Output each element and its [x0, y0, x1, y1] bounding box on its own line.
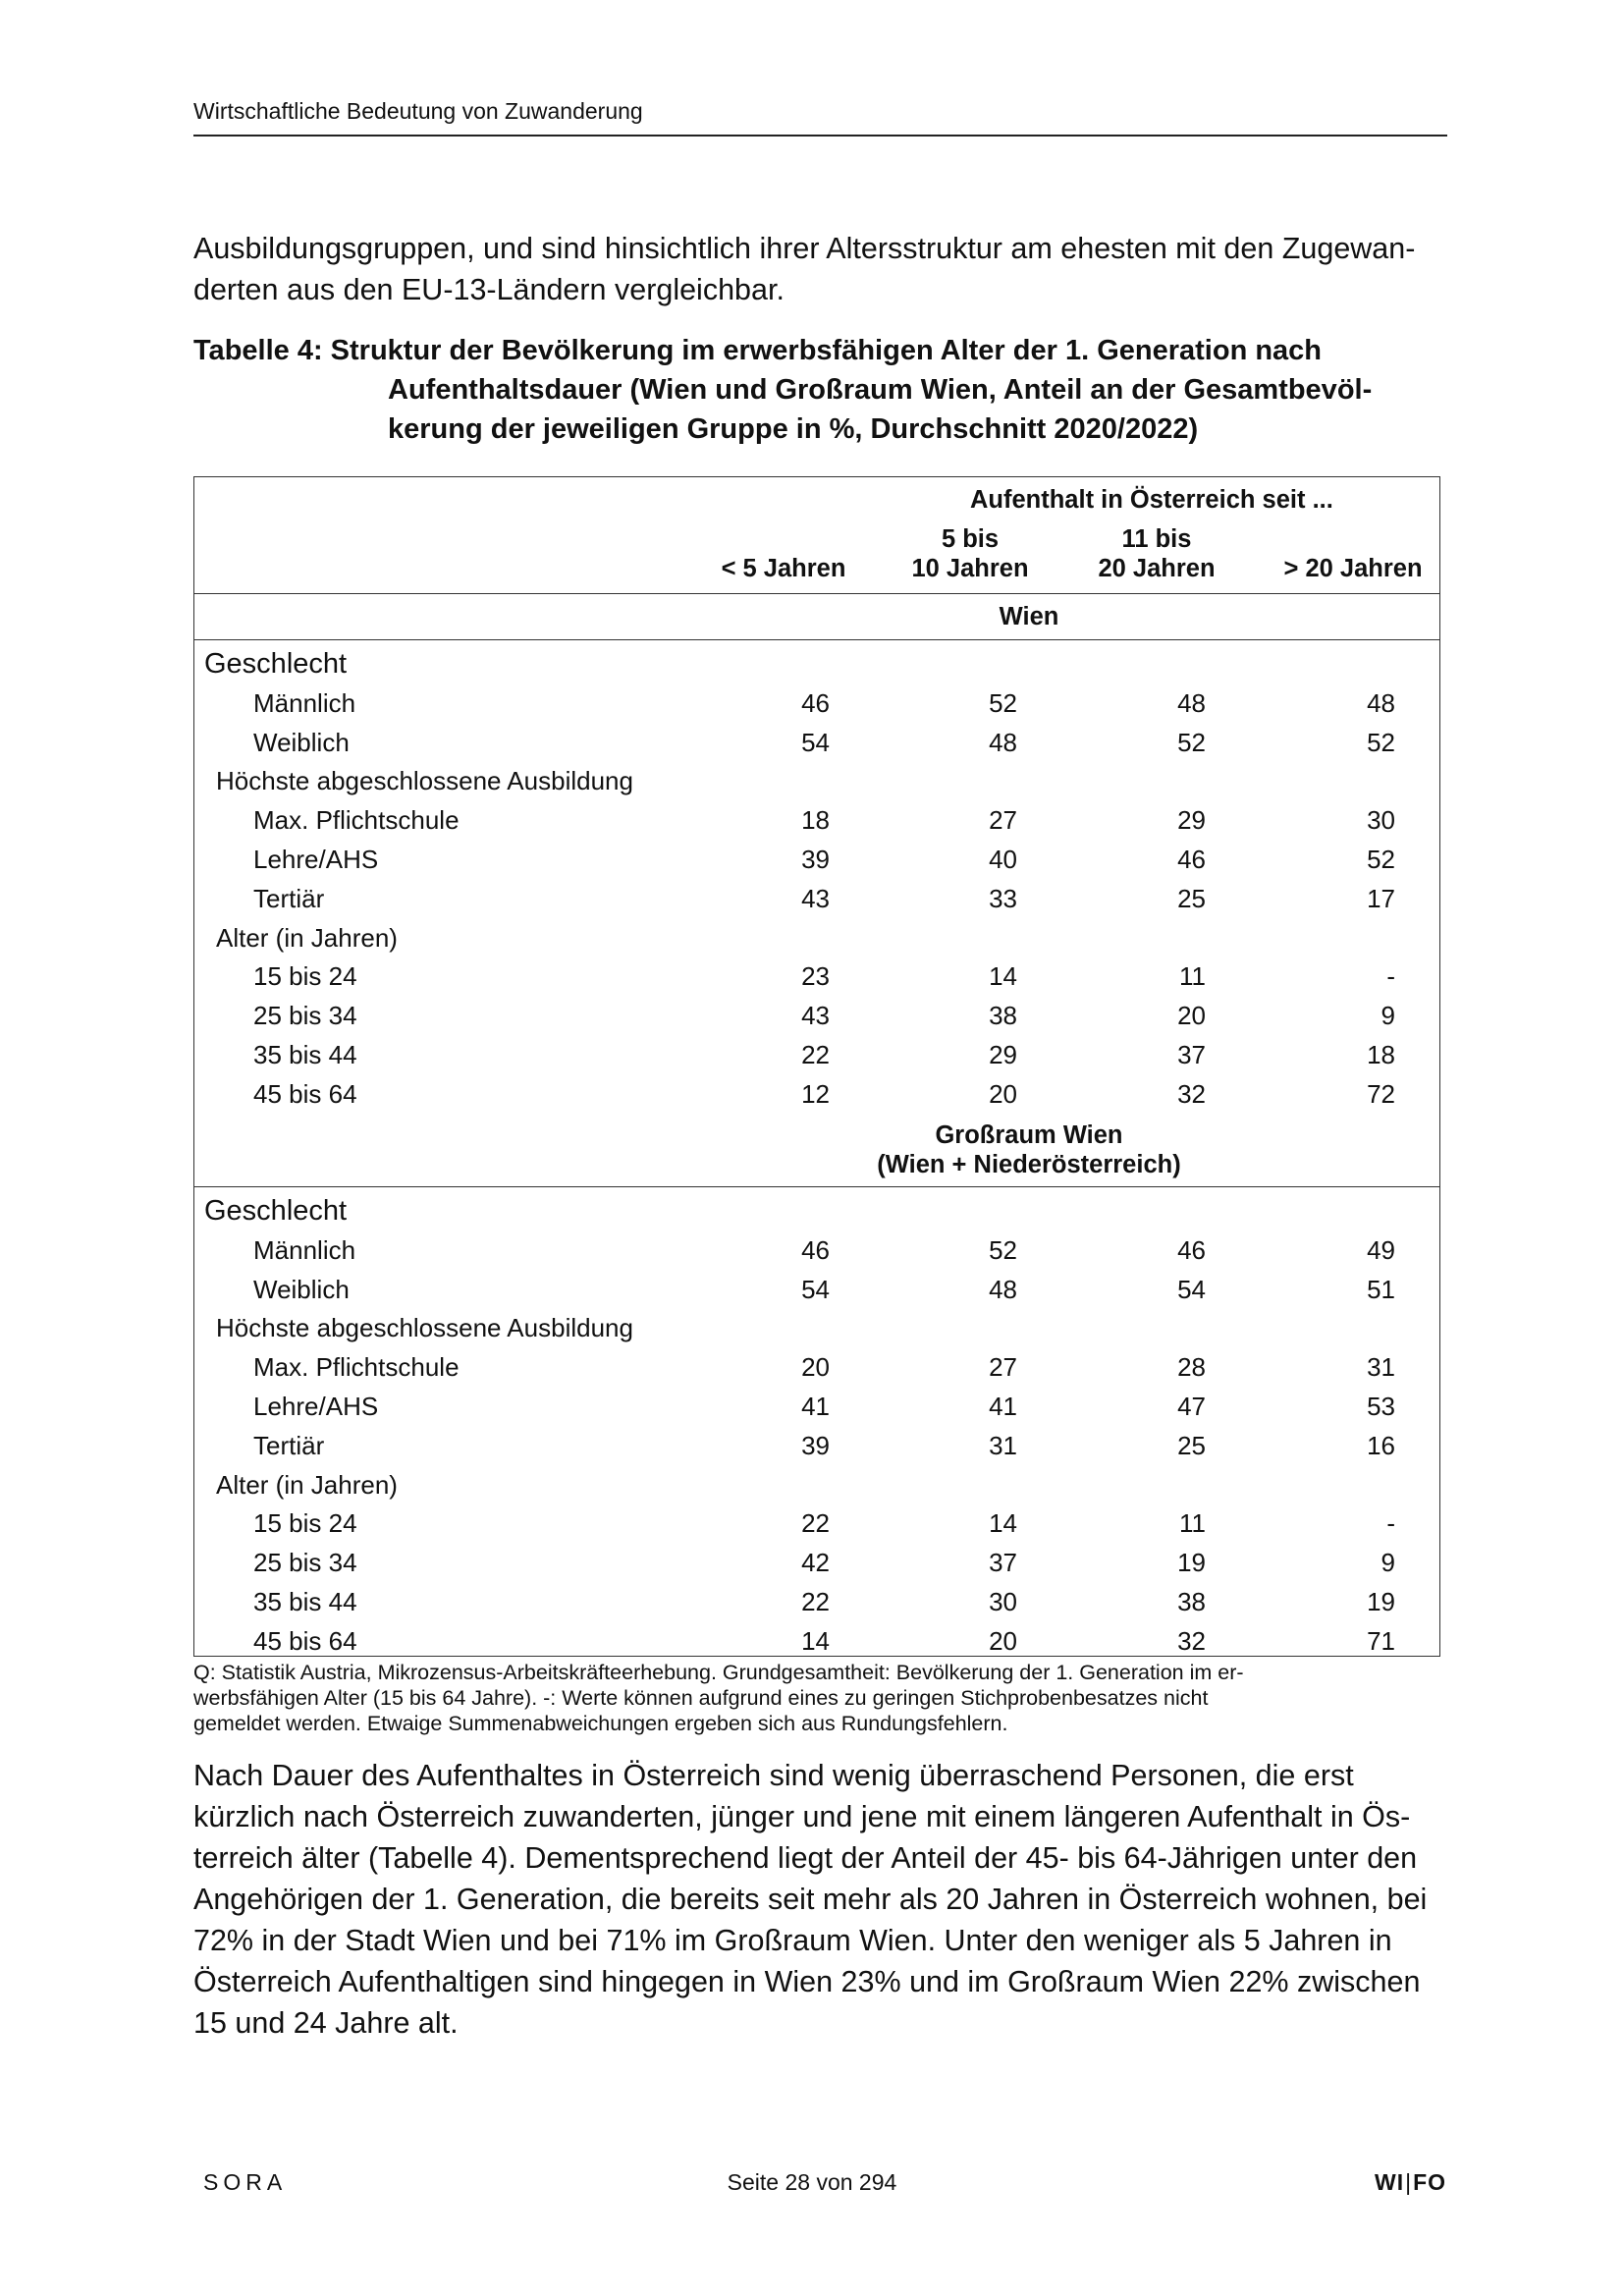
intro-line: Ausbildungsgruppen, und sind hinsichtlich ihrer Altersstruktur am ehesten mit den Zugewan- [193, 232, 1416, 265]
body-line: Österreich Aufenthaltigen sind hingegen in Wien 23% und im Großraum Wien 22% zwischen [193, 1965, 1421, 1998]
table-cell: 30 [1367, 805, 1395, 836]
row-label: 45 bis 64 [253, 1078, 357, 1109]
table-cell: 43 [801, 1001, 830, 1031]
table-cell: 46 [1177, 1234, 1206, 1265]
row-label: Männlich [253, 1234, 356, 1265]
table-row [194, 1230, 1439, 1270]
table-cell: 42 [801, 1548, 830, 1578]
row-label: Höchste abgeschlossene Ausbildung [216, 1313, 633, 1343]
row-label: Lehre/AHS [253, 1392, 379, 1421]
body-paragraph [193, 1755, 1450, 2044]
row-label: Männlich [253, 687, 356, 718]
table-cell: - [1386, 1508, 1395, 1539]
table-row [194, 1582, 1439, 1621]
table-cell: 54 [801, 1274, 830, 1304]
row-label: Weiblich [253, 727, 350, 757]
table-cell: 48 [1367, 687, 1395, 718]
row-label: Tertiär [253, 1430, 325, 1460]
logo-part: FO [1413, 2169, 1447, 2195]
table-cell: 12 [801, 1078, 830, 1109]
table-cell: 39 [801, 1430, 830, 1460]
body-line: 72% in der Stadt Wien und bei 71% im Großraum Wien. Unter den weniger als 5 Jahren in [193, 1924, 1392, 1957]
column-header [892, 524, 1049, 583]
row-label: Alter (in Jahren) [216, 922, 398, 953]
column-header-line1: 11 bis [1121, 525, 1192, 553]
table-cell: 22 [801, 1508, 830, 1539]
intro-line: derten aus den EU-13-Ländern vergleichbar. [193, 273, 785, 306]
row-label: 15 bis 24 [253, 1508, 357, 1539]
table-cell: 11 [1179, 1508, 1206, 1539]
table-cell: 20 [989, 1625, 1017, 1656]
table-cell: 38 [989, 1001, 1017, 1031]
table-cell: 54 [801, 727, 830, 757]
table-row [194, 1035, 1439, 1074]
row-label: Max. Pflichtschule [253, 1352, 460, 1383]
body-line: Angehörigen der 1. Generation, die bereits seit mehr als 20 Jahren in Österreich wohnen, bei [193, 1883, 1428, 1916]
table-cell: 51 [1367, 1274, 1395, 1304]
table-row [194, 1465, 1439, 1504]
running-header: Wirtschaftliche Bedeutung von Zuwanderung [193, 98, 1447, 137]
column-header [705, 524, 862, 583]
table-row [194, 918, 1439, 957]
table-cell: 9 [1380, 1001, 1395, 1031]
table-cell: 27 [989, 1352, 1017, 1383]
page-number: Seite 28 von 294 [727, 2169, 897, 2195]
table-row [194, 1503, 1439, 1543]
row-label: Alter (in Jahren) [216, 1469, 398, 1500]
table-cell: 20 [989, 1078, 1017, 1109]
wifo-logo [1375, 2169, 1446, 2196]
table-cell: 37 [989, 1548, 1017, 1578]
table-row [194, 1347, 1439, 1387]
table-cell: 41 [989, 1392, 1017, 1421]
column-header-line1 [1270, 524, 1436, 554]
column-header-line2: 20 Jahren [1098, 555, 1216, 582]
table-super-header: Aufenthalt in Österreich seit ... [970, 486, 1333, 514]
row-label: Höchste abgeschlossene Ausbildung [216, 766, 633, 796]
section-title-wien: Wien [999, 603, 1059, 630]
row-label: Geschlecht [204, 648, 348, 680]
row-label: Geschlecht [204, 1195, 348, 1227]
column-header-line1: 5 bis [941, 525, 1000, 553]
table-row [194, 879, 1439, 918]
table-cell: 52 [989, 687, 1017, 718]
table-row [194, 1308, 1439, 1347]
table-cell: 11 [1179, 961, 1206, 992]
table-row [194, 723, 1439, 762]
table-cell: 39 [801, 845, 830, 874]
table-cell: 14 [801, 1625, 830, 1656]
table-cell: 72 [1367, 1078, 1395, 1109]
table-cell: 41 [801, 1392, 830, 1421]
table-row [194, 1074, 1439, 1114]
table-rule [194, 639, 1439, 640]
table-cell: 52 [989, 1234, 1017, 1265]
table-cell: 31 [989, 1430, 1017, 1460]
table-cell: 30 [989, 1587, 1017, 1616]
row-label: Tertiär [253, 883, 325, 913]
row-label: Lehre/AHS [253, 845, 379, 874]
logo-part: WI [1375, 2169, 1405, 2195]
caption-line: kerung der jeweiligen Gruppe in %, Durchschnitt 2020/2022) [388, 413, 1199, 445]
row-label: 25 bis 34 [253, 1548, 357, 1578]
row-label: 35 bis 44 [253, 1587, 357, 1616]
table-cell: 32 [1177, 1078, 1206, 1109]
table-cell: 20 [1177, 1001, 1206, 1031]
table-cell: - [1386, 961, 1395, 992]
body-line: kürzlich nach Österreich zuwanderten, jünger und jene mit einem längeren Aufenthalt in Ös- [193, 1800, 1411, 1833]
table-cell: 33 [989, 883, 1017, 913]
table-row [194, 840, 1439, 879]
table-cell: 53 [1367, 1392, 1395, 1421]
row-label: 35 bis 44 [253, 1040, 357, 1069]
table-cell: 27 [989, 805, 1017, 836]
source-note [193, 1660, 1455, 1736]
table-cell: 52 [1367, 845, 1395, 874]
table-row [194, 1270, 1439, 1309]
source-line: gemeldet werden. Etwaige Summenabweichungen ergeben sich aus Rundungsfehlern. [193, 1712, 1008, 1735]
intro-paragraph [193, 228, 1450, 310]
table-row [194, 996, 1439, 1035]
row-label: 15 bis 24 [253, 961, 357, 992]
table-cell: 19 [1367, 1587, 1395, 1616]
table-cell: 14 [989, 1508, 1017, 1539]
table-caption [193, 331, 1460, 449]
column-header-line1 [705, 524, 862, 554]
table-cell: 37 [1177, 1040, 1206, 1069]
table-row [194, 1621, 1439, 1661]
body-line: terreich älter (Tabelle 4). Dementsprechend liegt der Anteil der 45- bis 64-Jährigen unter den [193, 1841, 1418, 1875]
table-cell: 25 [1177, 1430, 1206, 1460]
table-cell: 49 [1367, 1234, 1395, 1265]
table-cell: 9 [1380, 1548, 1395, 1578]
table-cell: 52 [1177, 727, 1206, 757]
table-row [194, 800, 1439, 840]
source-line: werbsfähigen Alter (15 bis 64 Jahre). -: Werte können aufgrund eines zu geringen Stichprobenbesatzes nicht [193, 1686, 1209, 1710]
table-cell: 71 [1367, 1625, 1395, 1656]
column-header-line2: > 20 Jahren [1283, 555, 1423, 582]
table-cell: 14 [989, 961, 1017, 992]
row-label: 45 bis 64 [253, 1625, 357, 1656]
table-cell: 29 [989, 1040, 1017, 1069]
table-row [194, 1191, 1439, 1230]
table-rule [194, 1186, 1439, 1187]
table-row [194, 957, 1439, 996]
section-title-grossraum [784, 1121, 1274, 1179]
table-cell: 48 [989, 727, 1017, 757]
table-cell: 22 [801, 1040, 830, 1069]
table-cell: 40 [989, 845, 1017, 874]
table-cell: 38 [1177, 1587, 1206, 1616]
table-cell: 18 [1367, 1040, 1395, 1069]
table-cell: 46 [801, 1234, 830, 1265]
table-cell: 23 [801, 961, 830, 992]
table-row [194, 683, 1439, 723]
table-cell: 31 [1367, 1352, 1395, 1383]
source-line: Q: Statistik Austria, Mikrozensus-Arbeitskräfteerhebung. Grundgesamtheit: Bevölkerung der 1. Generation im er- [193, 1661, 1244, 1684]
table-cell: 46 [1177, 845, 1206, 874]
column-header [1270, 524, 1436, 583]
table-cell: 52 [1367, 727, 1395, 757]
table-cell: 19 [1177, 1548, 1206, 1578]
table-row [194, 1426, 1439, 1465]
table-cell: 43 [801, 883, 830, 913]
body-line: 15 und 24 Jahre alt. [193, 2006, 459, 2040]
table-rule [194, 593, 1439, 594]
table-cell: 46 [801, 687, 830, 718]
table-cell: 25 [1177, 883, 1206, 913]
section-title-line1: Großraum Wien [935, 1121, 1123, 1149]
table-cell: 48 [1177, 687, 1206, 718]
column-header-line2: 10 Jahren [911, 555, 1029, 582]
table-cell: 28 [1177, 1352, 1206, 1383]
table-cell: 48 [989, 1274, 1017, 1304]
table-cell: 29 [1177, 805, 1206, 836]
table-row [194, 1387, 1439, 1426]
caption-line: Aufenthaltsdauer (Wien und Großraum Wien, Anteil an der Gesamtbevöl- [388, 374, 1373, 406]
row-label: 25 bis 34 [253, 1001, 357, 1031]
footer-sora: SORA [203, 2169, 288, 2195]
row-label: Weiblich [253, 1274, 350, 1304]
row-label: Max. Pflichtschule [253, 805, 460, 836]
logo-separator: | [1405, 2169, 1413, 2195]
column-header [1078, 524, 1235, 583]
table-row [194, 644, 1439, 683]
table-cell: 18 [801, 805, 830, 836]
table-row [194, 1543, 1439, 1582]
caption-line: Tabelle 4: Struktur der Bevölkerung im erwerbsfähigen Alter der 1. Generation nach [193, 335, 1323, 366]
section-title-line2: (Wien + Niederösterreich) [877, 1151, 1181, 1178]
table-cell: 20 [801, 1352, 830, 1383]
table-cell: 54 [1177, 1274, 1206, 1304]
table-cell: 22 [801, 1587, 830, 1616]
body-line: Nach Dauer des Aufenthaltes in Österreich sind wenig überraschend Personen, die erst [193, 1759, 1354, 1792]
data-table [193, 476, 1440, 1657]
table-cell: 47 [1177, 1392, 1206, 1421]
table-cell: 16 [1367, 1430, 1395, 1460]
table-cell: 32 [1177, 1625, 1206, 1656]
column-header-line2: < 5 Jahren [721, 555, 846, 582]
table-row [194, 761, 1439, 800]
table-cell: 17 [1367, 883, 1395, 913]
